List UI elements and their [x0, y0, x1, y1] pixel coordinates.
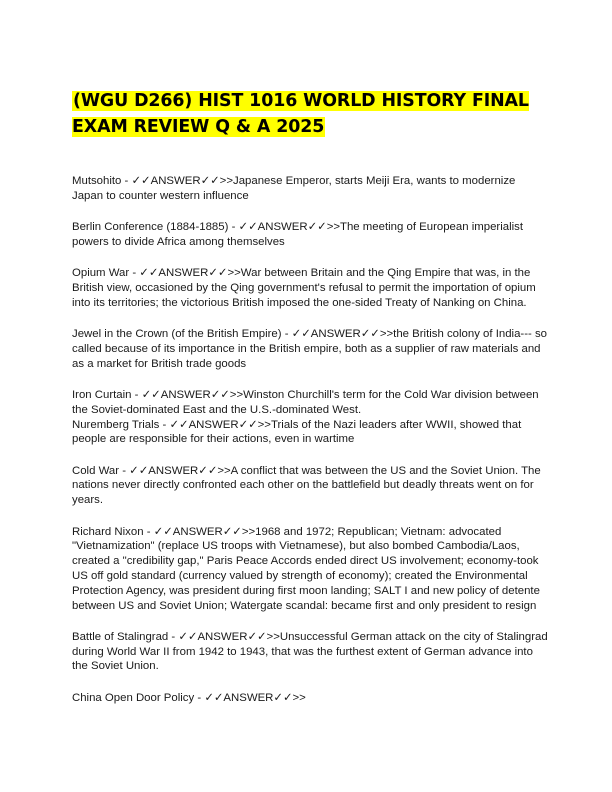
- answer-marker: - ✓✓ANSWER✓✓>>: [119, 464, 231, 477]
- document-title: [72, 88, 548, 140]
- answer-marker: - ✓✓ANSWER✓✓>>: [281, 328, 394, 341]
- qa-entry: [72, 418, 548, 448]
- answer-marker: - ✓✓ANSWER✓✓>>: [129, 267, 241, 280]
- qa-entry: [72, 630, 548, 674]
- qa-term: Jewel in the Crown (of the British Empire): [72, 328, 282, 341]
- qa-term: Iron Curtain: [72, 388, 132, 401]
- answer-marker: - ✓✓ANSWER✓✓>>: [121, 175, 233, 187]
- qa-entry: [72, 220, 548, 250]
- qa-term: Battle of Stalingrad: [72, 630, 169, 643]
- answer-marker: - ✓✓ANSWER✓✓>>: [228, 221, 341, 234]
- answer-marker: - ✓✓ANSWER✓✓>>: [143, 525, 256, 538]
- document-title-text: (WGU D266) HIST 1016 WORLD HISTORY FINAL EXAM REVIEW Q & A 2025: [72, 91, 529, 137]
- qa-answer: War between Britain and the Qing Empire that was, in the British view, occasioned by the Qing government's refusal to permit the importation of opium into its territories; the victorious British imposed the one-sided Treaty of Nanking on China.: [72, 267, 536, 309]
- qa-term: Berlin Conference (1884-1885): [72, 221, 229, 234]
- qa-entry: [72, 525, 548, 614]
- qa-entry: [72, 464, 548, 508]
- qa-term: Cold War: [72, 464, 120, 477]
- qa-term: Opium War: [72, 267, 130, 280]
- answer-marker: - ✓✓ANSWER✓✓>>: [159, 418, 271, 431]
- qa-entry: [72, 388, 548, 418]
- qa-term: Richard Nixon: [72, 525, 144, 538]
- qa-term: China Open Door Policy: [72, 691, 195, 704]
- qa-term: Mutsohito: [72, 175, 122, 187]
- qa-answer: Unsuccessful German attack on the city of Stalingrad during World War II from 1942 to 1943, that was the furthest extent of German advance into the Soviet Union.: [72, 630, 548, 673]
- qa-answer: Japanese Emperor, starts Meiji Era, wants to modernize Japan to counter western influence: [72, 175, 516, 202]
- qa-entry: [72, 174, 548, 204]
- qa-answer: Trials of the Nazi leaders after WWII, showed that people are responsible for their actions, even in wartime: [72, 418, 522, 446]
- qa-entry: [72, 266, 548, 310]
- answer-marker: - ✓✓ANSWER✓✓>>: [131, 388, 244, 401]
- answer-marker: - ✓✓ANSWER✓✓>>: [194, 691, 306, 704]
- qa-answer: Winston Churchill's term for the Cold War division between the Soviet-dominated East and the U.S.-dominated West.: [72, 388, 539, 416]
- qa-answer: The meeting of European imperialist powers to divide Africa among themselves: [72, 221, 523, 248]
- qa-entry: [72, 327, 548, 371]
- qa-answer: the British colony of India--- so called because of its importance in the British empire, both as a supplier of raw materials and as a market for British trade goods: [72, 328, 547, 370]
- answer-marker: - ✓✓ANSWER✓✓>>: [168, 630, 280, 643]
- qa-entry: [72, 691, 548, 706]
- qa-term: Nuremberg Trials: [72, 418, 160, 431]
- document-page: [72, 88, 548, 722]
- qa-answer: A conflict that was between the US and the Soviet Union. The nations never directly confronted each other on the battlefield but deadly threats went on for years.: [72, 464, 541, 507]
- qa-answer: 1968 and 1972; Republican; Vietnam: advocated "Vietnamization" (replace US troops with Vietnamese), but also bombed Cambodia/Laos, created a "credibility gap," Paris Peace Accords ended direct US involvement; economy-took US off gold standard (currency valued by strength of economy); created the Environmental Protection Agency, was president during first moon landing; SALT I and new policy of detente between US and Soviet Union; Watergate scandal: became first and only president to resign: [72, 525, 540, 612]
